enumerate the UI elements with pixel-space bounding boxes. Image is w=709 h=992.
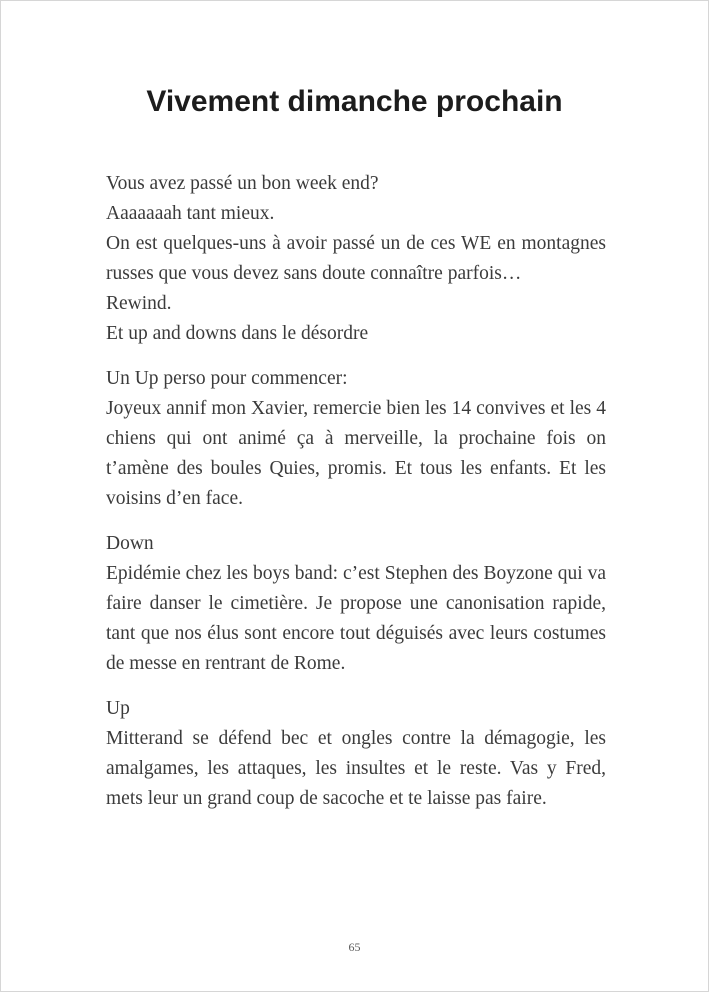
text-line: Rewind. bbox=[106, 293, 172, 314]
text-line: Un Up perso pour commencer: bbox=[106, 368, 348, 389]
page-title: Vivement dimanche prochain bbox=[146, 85, 563, 118]
paragraph bbox=[106, 694, 606, 814]
paragraph bbox=[106, 169, 606, 349]
article-body bbox=[106, 169, 606, 829]
text-line: Et up and downs dans le désordre bbox=[106, 323, 369, 344]
paragraph bbox=[106, 364, 606, 514]
text-line: Up bbox=[106, 698, 130, 719]
text-line: Vous avez passé un bon week end? bbox=[106, 173, 379, 194]
text-line: Joyeux annif mon Xavier, remercie bien les 14 convives et les 4 chiens qui ont animé ça à merveille, la prochaine fois on t’amène des boules Quies, promis. Et tous les enfants. Et les voisins d’en face. bbox=[106, 398, 606, 509]
text-line: Mitterand se défend bec et ongles contre la démagogie, les amalgames, les attaques, les insultes et le reste. Vas y Fred, mets leur un grand coup de sacoche et te laisse pas faire. bbox=[106, 728, 606, 809]
text-line: Epidémie chez les boys band: c’est Stephen des Boyzone qui va faire danser le cimetière. Je propose une canonisation rapide, tant que nos élus sont encore tout déguisés avec leurs costumes de messe en rentrant de Rome. bbox=[106, 563, 606, 674]
text-line: Down bbox=[106, 533, 154, 554]
paragraph bbox=[106, 529, 606, 679]
text-line: Aaaaaaah tant mieux. bbox=[106, 203, 275, 224]
text-line: On est quelques-uns à avoir passé un de ces WE en montagnes russes que vous devez sans doute connaître parfois… bbox=[106, 233, 606, 284]
page-number: 65 bbox=[348, 940, 361, 954]
